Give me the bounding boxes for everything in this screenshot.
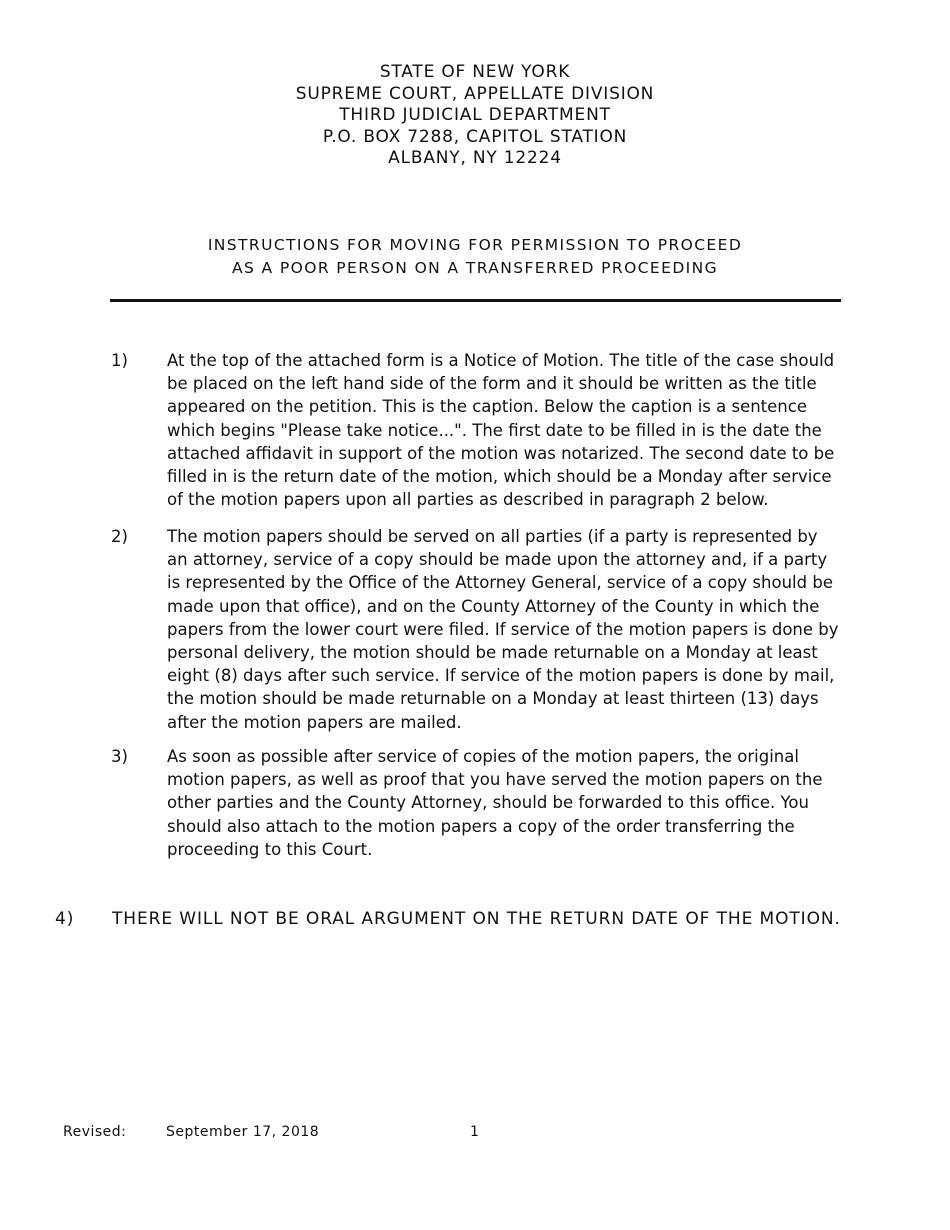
item-text: At the top of the attached form is a Notice of Motion. The title of the case should be placed on the left hand side of the form and it should be written as the title appeared on the petition. This is the caption. Below the caption is a sentence which begins "Please take notice...". The first date to be filled in is the date the attached affidavit in support of the motion was notarized. The second date to be filled in is the return date of the motion, which should be a Monday after service of the motion papers upon all parties as described in paragraph 2 below. [167,351,835,510]
title-divider [110,299,841,302]
title-line-2: AS A POOR PERSON ON A TRANSFERRED PROCEEDING [231,258,719,277]
page-number: 1 [470,1124,480,1140]
header-line-state: STATE OF NEW YORK [379,62,571,82]
item-text: As soon as possible after service of copies of the motion papers, the original motion papers, as well as proof that you have served the motion papers on the other parties and the County Attorney, should be forwarded to this office. You should also attach to the motion papers a copy of the order transferring the proceeding to this Court. [167,747,823,859]
item-text: The motion papers should be served on all parties (if a party is represented by an attorney, service of a copy should be made upon the attorney and, if a party is represented by the Office of the Attorney General, service of a copy should be made upon that office), and on the County Attorney of the County in which the papers from the lower court were filed. If service of the motion papers is done by personal delivery, the motion should be made returnable on a Monday at least eight (8) days after such service. If service of the motion papers is done by mail, the motion should be made returnable on a Monday at least thirteen (13) days after the motion papers are mailed. [167,527,839,732]
instruction-item-1 [111,349,841,511]
revised-date: September 17, 2018 [166,1124,320,1140]
header-line-po-box: P.O. BOX 7288, CAPITOL STATION [322,126,628,147]
revised-label: Revised: [63,1124,127,1140]
header-line-court: SUPREME COURT, APPELLATE DIVISION [295,83,655,104]
title-line-1: INSTRUCTIONS FOR MOVING FOR PERMISSION TO PROCEED [207,236,743,254]
document-title [0,234,950,279]
item-number: 1) [111,351,128,370]
court-header [0,62,950,170]
item-number: 4) [55,909,75,929]
item-number: 2) [111,527,128,546]
header-line-department: THIRD JUDICIAL DEPARTMENT [339,105,611,125]
item-text: THERE WILL NOT BE ORAL ARGUMENT ON THE RETURN DATE OF THE MOTION. [112,909,841,929]
instruction-item-3 [111,745,841,861]
header-line-city: ALBANY, NY 12224 [388,148,562,168]
item-number: 3) [111,747,128,766]
instruction-item-2 [111,525,841,734]
